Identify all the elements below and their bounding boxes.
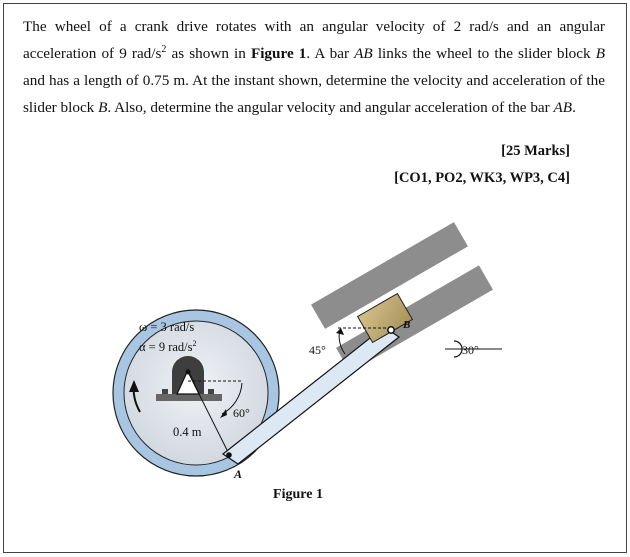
support-base xyxy=(156,394,222,401)
marks-score: [25 Marks] xyxy=(501,143,570,159)
radius-label: 0.4 m xyxy=(173,425,202,439)
angle-45-arrow-icon xyxy=(336,328,344,335)
figure-reference: Figure 1 xyxy=(250,45,307,62)
question-text-3: and has a length of 0.75 m. At the instant shown, determine the velocity and acceleration of the xyxy=(23,72,605,89)
question-text-4a: slider block xyxy=(23,99,99,116)
figure-caption: Figure 1 xyxy=(273,487,323,502)
angle-30-label: 30° xyxy=(462,343,479,357)
squared-sup: 2 xyxy=(161,43,167,55)
bar-ab-ref-2: AB xyxy=(553,99,573,116)
marks-outcomes: [CO1, PO2, WK3, WP3, C4] xyxy=(394,170,570,186)
question-text-1: The wheel of a crank drive rotates with an angular velocity of 2 rad/s and an angular xyxy=(23,18,605,35)
point-b-label: B xyxy=(403,319,411,331)
bar-ab-ref: AB xyxy=(354,45,373,62)
question-text-4c: . Also, determine the angular velocity and angular acceleration of the bar xyxy=(107,99,554,116)
support-bolt-left xyxy=(162,389,168,394)
angle-45-label: 45° xyxy=(309,343,326,357)
alpha-label-text: α = 9 rad/s xyxy=(139,340,193,354)
question-text-2b: as shown in xyxy=(166,45,251,62)
support-bolt-right xyxy=(208,389,214,394)
question-text-2d: links the wheel to the slider block xyxy=(372,45,596,62)
block-b-ref: B xyxy=(595,45,605,62)
alpha-label-sup: 2 xyxy=(192,339,197,348)
question-text-2a: acceleration of 9 rad/s xyxy=(23,45,162,62)
angle-60-label: 60° xyxy=(233,406,250,420)
point-a-label: A xyxy=(234,467,243,481)
pin-b xyxy=(388,327,394,333)
alpha-label xyxy=(139,339,197,354)
question-text-4d: . xyxy=(572,99,576,116)
block-b-ref-2: B xyxy=(98,99,108,116)
pin-a xyxy=(226,452,232,458)
question-text-2c: . A bar xyxy=(306,45,355,62)
omega-label: ω = 3 rad/s xyxy=(139,320,195,334)
